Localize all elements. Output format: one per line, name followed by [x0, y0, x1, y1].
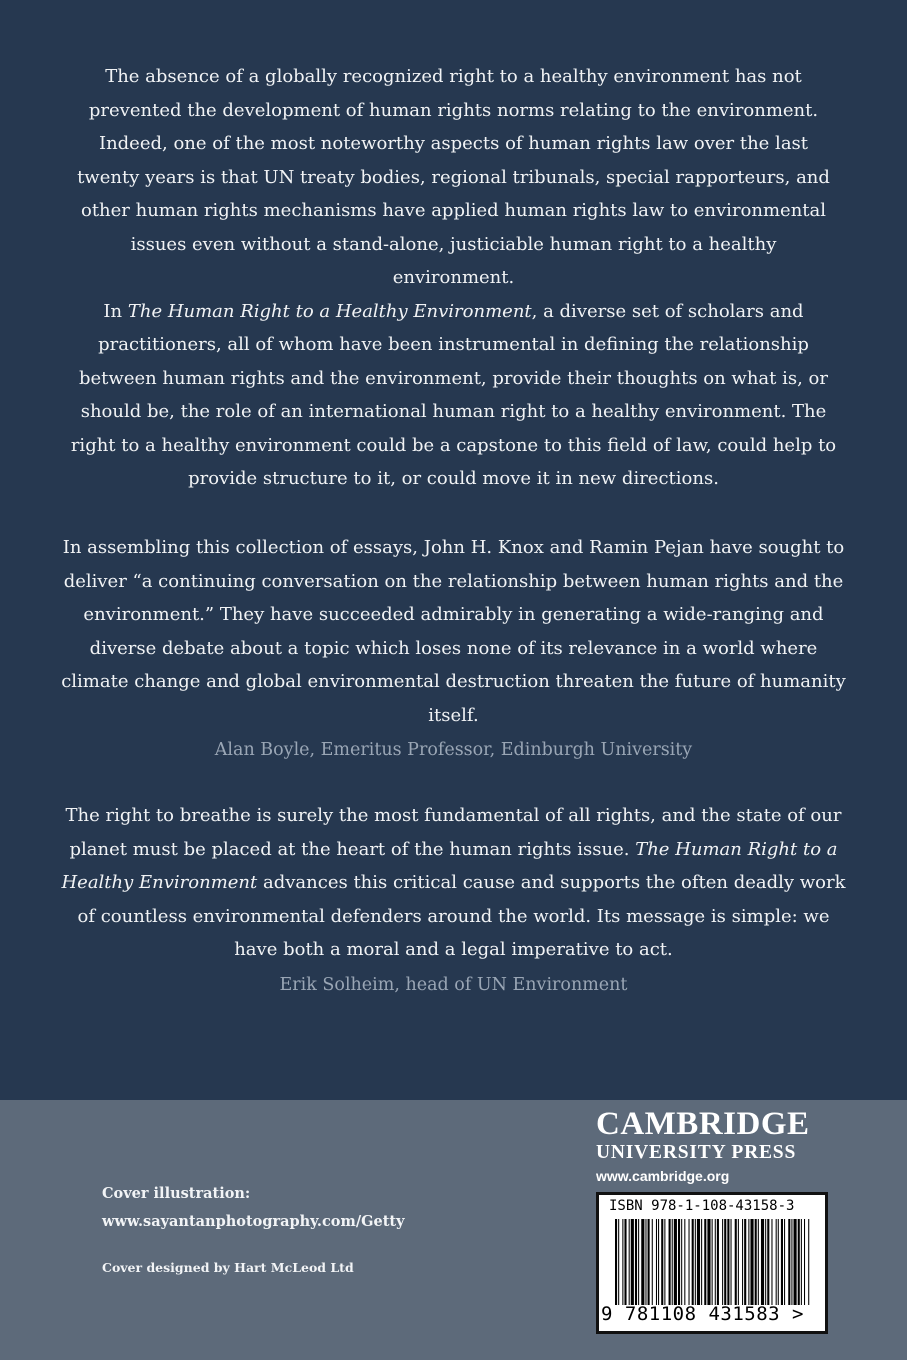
- barcode-bar: [672, 1219, 673, 1305]
- barcode-bar: [765, 1219, 766, 1305]
- barcode-bar: [724, 1219, 726, 1305]
- barcode-bar: [631, 1219, 634, 1305]
- barcode-bar: [735, 1219, 737, 1305]
- barcode-bar: [788, 1219, 790, 1305]
- book-description: [70, 60, 837, 496]
- endorsement-text-before: The right to breathe is surely the most fundamental of all rights, and the state of our planet must be placed at the heart of the human rights issue.: [65, 805, 842, 860]
- publisher-press: UNIVERSITY PRESS: [596, 1142, 797, 1163]
- barcode-bar: [622, 1219, 623, 1305]
- barcode-bar: [776, 1219, 777, 1305]
- barcode-bars: [615, 1219, 811, 1305]
- book-title-italic: The Human Right to a Healthy Environment: [127, 300, 532, 322]
- barcode-bar: [808, 1219, 809, 1305]
- barcode-bar: [658, 1219, 659, 1305]
- barcode-bar: [798, 1219, 800, 1305]
- publisher-logo: [596, 1106, 828, 1186]
- isbn-barcode: [596, 1192, 828, 1334]
- barcode-bar: [618, 1219, 619, 1305]
- endorsement-text: [60, 799, 847, 967]
- isbn-label: ISBN 978-1-108-43158-3: [609, 1198, 795, 1214]
- barcode-bar: [804, 1219, 805, 1305]
- barcode-bar: [750, 1219, 753, 1305]
- endorsement-text: In assembling this collection of essays, John H. Knox and Ramin Pejan have sought to deliver “a continuing conversation on the relationship between human rights and the environment.” They have succeeded admirably in generating a wide-ranging and diverse debate about a topic which loses none of its relevance in a world where climate change and global environmental destruction threaten the future of humanity itself.: [61, 537, 846, 726]
- barcode-bar: [695, 1219, 696, 1305]
- barcode-bar: [692, 1219, 694, 1305]
- endorsement-boyle: [60, 531, 847, 766]
- barcode-bar: [742, 1219, 743, 1305]
- endorsement-solheim: [60, 799, 847, 1001]
- barcode-bar: [648, 1219, 650, 1305]
- barcode-bar: [641, 1219, 644, 1305]
- barcode-bar: [731, 1219, 732, 1305]
- barcode-bar: [638, 1219, 639, 1305]
- barcode-digits: 9 781108 431583 >: [601, 1303, 804, 1325]
- cover-credits: [102, 1180, 522, 1282]
- publisher-name: CAMBRIDGE: [596, 1106, 810, 1142]
- barcode-bar: [674, 1219, 677, 1305]
- barcode-bar: [748, 1219, 749, 1305]
- designer-credit: Cover designed by Hart McLeod Ltd: [102, 1260, 354, 1275]
- barcode-bar: [744, 1219, 746, 1305]
- description-rest: , a diverse set of scholars and practitioners, all of whom have been instrumental in defining the relationship between human rights and the environment, provide their thoughts on what is, or should be, the role of an international human right to a healthy environment. The right to a healthy environment could be a capstone to this field of law, could help to provide structure to it, or could move it in new directions.: [70, 300, 837, 489]
- barcode-bar: [715, 1219, 716, 1305]
- barcode-bar: [615, 1219, 617, 1305]
- barcode-bar: [652, 1219, 653, 1305]
- description-paragraph-2: [70, 295, 837, 496]
- barcode-bar: [755, 1219, 757, 1305]
- barcode-bar: [767, 1219, 769, 1305]
- barcode-bar: [801, 1219, 802, 1305]
- barcode-bar: [656, 1219, 657, 1305]
- illustration-label: Cover illustration:: [102, 1185, 251, 1202]
- endorsement-book-title: The Human Right to a Healthy Environment: [61, 838, 838, 893]
- barcode-bar: [629, 1219, 630, 1305]
- barcode-bar: [781, 1219, 783, 1305]
- barcode-bar: [701, 1219, 702, 1305]
- barcode-bar: [681, 1219, 682, 1305]
- barcode-bar: [664, 1219, 665, 1305]
- barcode-bar: [669, 1219, 671, 1305]
- barcode-bar: [707, 1219, 710, 1305]
- barcode-bar: [784, 1219, 785, 1305]
- barcode-bar: [794, 1219, 797, 1305]
- barcode-bar: [678, 1219, 680, 1305]
- barcode-bar: [722, 1219, 723, 1305]
- barcode-bar: [778, 1219, 779, 1305]
- barcode-bar: [712, 1219, 713, 1305]
- description-paragraph-1: The absence of a globally recognized right to a healthy environment has not prevented the development of human rights norms relating to the environment. Indeed, one of the most noteworthy aspects of human rights law over the last twenty years is that UN treaty bodies, regional tribunals, special rapporteurs, and other human rights mechanisms have applied human rights law to environmental issues even without a stand-alone, justiciable human right to a healthy environment.: [77, 66, 830, 288]
- endorsement-attribution: Erik Solheim, head of UN Environment: [279, 974, 628, 995]
- barcode-bar: [791, 1219, 792, 1305]
- barcode-bar: [738, 1219, 739, 1305]
- barcode-bar: [689, 1219, 690, 1305]
- barcode-bar: [645, 1219, 646, 1305]
- barcode-bar: [624, 1219, 626, 1305]
- barcode-bar: [727, 1219, 729, 1305]
- publisher-website: www.cambridge.org: [596, 1168, 730, 1184]
- illustration-source: www.sayantanphotography.com/Getty: [102, 1213, 405, 1230]
- barcode-bar: [684, 1219, 685, 1305]
- description-prefix: In: [103, 300, 123, 322]
- barcode-bar: [717, 1219, 719, 1305]
- endorsement-attribution: Alan Boyle, Emeritus Professor, Edinburgh University: [214, 740, 693, 760]
- barcode-bar: [704, 1219, 706, 1305]
- barcode-bar: [661, 1219, 663, 1305]
- barcode-bar: [697, 1219, 700, 1305]
- barcode-bar: [635, 1219, 637, 1305]
- endorsement-text-after: advances this critical cause and supports the often deadly work of countless environmental defenders around the world. Its message is simple: we have both a moral and a legal imperative to act.: [77, 872, 846, 960]
- barcode-bar: [761, 1219, 764, 1305]
- barcode-bar: [758, 1219, 759, 1305]
- barcode-bar: [771, 1219, 772, 1305]
